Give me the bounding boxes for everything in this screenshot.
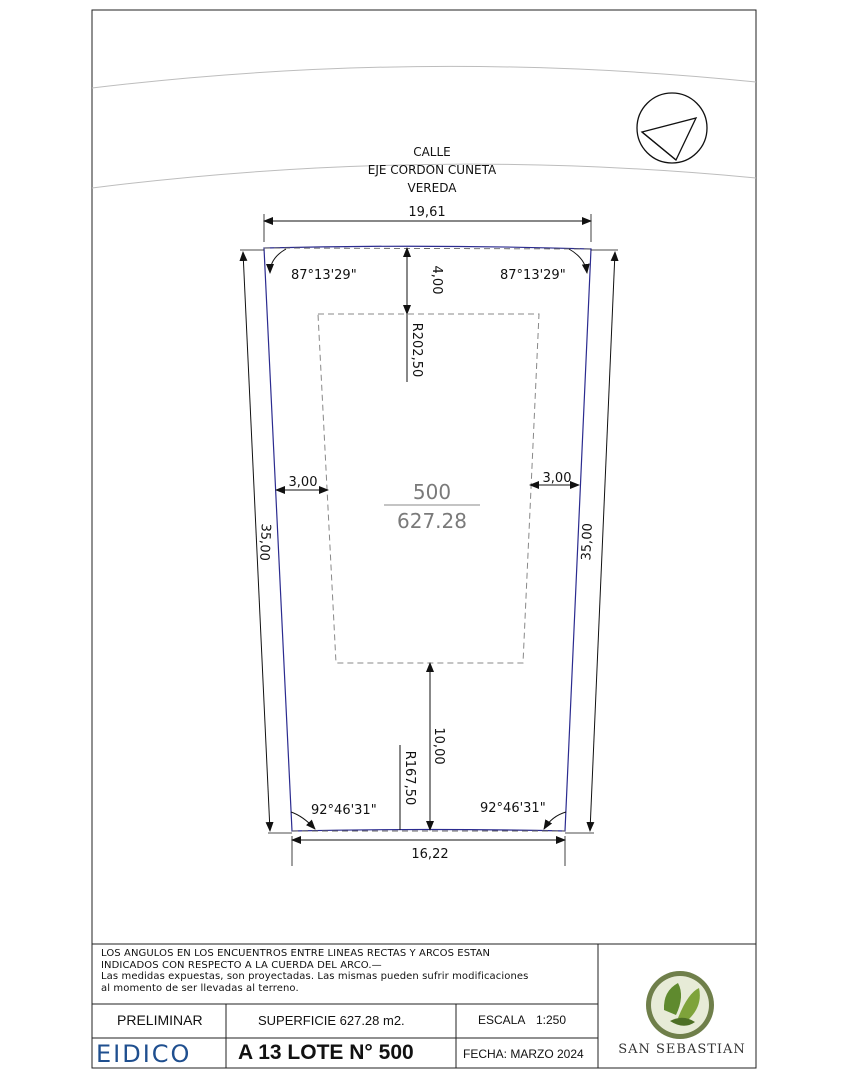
brand-name: SAN SEBASTIAN bbox=[618, 1042, 746, 1057]
angle-top-right: 87°13'29" bbox=[500, 268, 566, 283]
lote-title: A 13 LOTE N° 500 bbox=[238, 1041, 414, 1064]
lot-area: 627.28 bbox=[397, 509, 467, 533]
note-line: al momento de ser llevadas al terreno. bbox=[101, 982, 299, 994]
escala-label: ESCALA bbox=[478, 1013, 526, 1027]
fecha-label: FECHA: MARZO 2024 bbox=[463, 1047, 584, 1061]
lot-number: 500 bbox=[412, 480, 452, 504]
note-line: INDICADOS CON RESPECTO A LA CUERDA DEL ARCO.— bbox=[101, 959, 382, 971]
angle-arcs bbox=[270, 249, 587, 829]
back-dimension-label: 16,22 bbox=[411, 847, 449, 862]
lot-boundary bbox=[264, 246, 591, 831]
right-setback-label: 3,00 bbox=[542, 471, 572, 486]
front-dimension-label: 19,61 bbox=[408, 205, 446, 220]
street-label-eje: EJE CORDON CUNETA bbox=[367, 163, 497, 177]
street-label-calle: CALLE bbox=[413, 145, 451, 159]
superficie-label: SUPERFICIE 627.28 m2. bbox=[258, 1013, 405, 1028]
eidico-logo: EIDICO bbox=[96, 1040, 192, 1068]
left-setback-label: 3,00 bbox=[288, 475, 318, 490]
leaf-emblem-icon bbox=[646, 971, 714, 1039]
note-line: Las medidas expuestas, son proyectadas. Las mismas pueden sufrir modificaciones bbox=[101, 971, 529, 982]
note-line: LOS ANGULOS EN LOS ENCUENTROS ENTRE LINEAS RECTAS Y ARCOS ESTAN bbox=[101, 948, 491, 959]
front-radius-label: R202,50 bbox=[409, 322, 424, 378]
back-radius-label: R167,50 bbox=[402, 750, 417, 806]
street-curve-top bbox=[92, 66, 756, 88]
right-side-label: 35,00 bbox=[579, 522, 596, 561]
angle-bottom-left: 92°46'31" bbox=[311, 803, 377, 818]
title-block-notes bbox=[101, 948, 596, 994]
angle-top-left: 87°13'29" bbox=[291, 268, 357, 283]
status-label: PRELIMINAR bbox=[117, 1012, 203, 1028]
escala-value: 1:250 bbox=[536, 1013, 567, 1027]
street-label-vereda: VEREDA bbox=[407, 181, 457, 195]
north-arrow-icon bbox=[637, 93, 707, 163]
left-side-label: 35,00 bbox=[256, 523, 273, 562]
angle-bottom-right: 92°46'31" bbox=[480, 801, 546, 816]
back-setback-label: 10,00 bbox=[431, 727, 446, 765]
front-setback-label: 4,00 bbox=[429, 265, 444, 295]
